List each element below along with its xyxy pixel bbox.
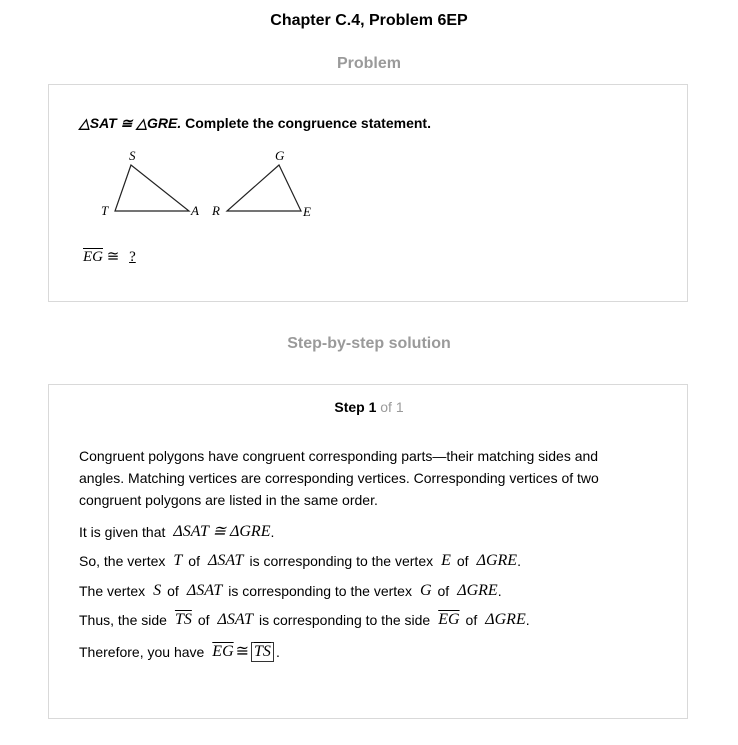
math: $\overline{EG}$ bbox=[212, 643, 234, 660]
solution-line-5 bbox=[79, 635, 639, 669]
text: is corresponding to the vertex bbox=[249, 553, 434, 570]
solution-line-2 bbox=[79, 547, 639, 577]
math: ΔSAT bbox=[207, 552, 244, 570]
text: The vertex bbox=[79, 582, 146, 599]
answer-symbol: ≅ bbox=[106, 249, 120, 265]
label-a: A bbox=[191, 203, 199, 218]
step-label: Step 1 bbox=[334, 399, 377, 415]
page-title: Chapter C.4, Problem 6EP bbox=[270, 12, 468, 29]
label-e: E bbox=[303, 204, 311, 219]
answer-line bbox=[83, 247, 142, 266]
period: . bbox=[517, 553, 521, 570]
period: . bbox=[497, 582, 502, 599]
math: ΔGRE bbox=[476, 552, 518, 570]
answer-blank: ? bbox=[129, 249, 136, 265]
solution-line-4 bbox=[79, 606, 639, 636]
text: of bbox=[188, 553, 200, 570]
math: ΔGRE bbox=[485, 611, 526, 629]
triangle-gre bbox=[227, 165, 301, 211]
problem-statement bbox=[79, 115, 431, 132]
text: of bbox=[197, 612, 210, 629]
statement-math: △SAT ≅ △GRE. bbox=[79, 115, 182, 131]
text: of bbox=[167, 582, 179, 599]
math-symbol: ≅ bbox=[235, 643, 250, 660]
step-header bbox=[49, 399, 689, 415]
math: E bbox=[441, 552, 451, 570]
text: is corresponding to the vertex bbox=[228, 582, 412, 599]
problem-panel bbox=[48, 84, 688, 302]
solution-panel bbox=[48, 384, 688, 719]
math: ΔGRE bbox=[457, 581, 498, 599]
intro-paragraph: Congruent polygons have congruent corresponding parts—their matching sides and angles. Matching vertices are corresponding vertices. Corresponding vertices of two congruent polygons are listed in the same order. bbox=[79, 448, 599, 508]
solution-line-1 bbox=[79, 517, 639, 547]
text: of bbox=[437, 582, 450, 599]
math: ΔSAT bbox=[186, 581, 223, 599]
solution-heading: Step-by-step solution bbox=[287, 335, 451, 352]
label-s: S bbox=[129, 148, 136, 163]
label-r: R bbox=[212, 203, 220, 218]
text: It is given that bbox=[79, 523, 166, 540]
solution-line-3 bbox=[79, 576, 639, 606]
text: Therefore, you have bbox=[79, 644, 205, 660]
triangle-sat bbox=[115, 165, 189, 211]
math: $\overline{TS}$ bbox=[174, 611, 192, 629]
label-t: T bbox=[101, 203, 109, 218]
math: G bbox=[419, 581, 432, 599]
period: . bbox=[270, 523, 275, 540]
step-body bbox=[79, 445, 639, 669]
text: So, the vertex bbox=[79, 553, 166, 570]
math: $\overline{EG}$ bbox=[438, 611, 460, 629]
period: . bbox=[275, 644, 280, 660]
step-count: of 1 bbox=[380, 399, 404, 415]
text: Thus, the side bbox=[79, 612, 167, 629]
statement-text: Complete the congruence statement. bbox=[185, 115, 431, 131]
triangles-figure bbox=[79, 147, 339, 237]
text: is corresponding to the side bbox=[259, 612, 431, 629]
label-g: G bbox=[275, 148, 285, 163]
math: T bbox=[173, 552, 183, 570]
text: of bbox=[456, 553, 469, 570]
text: of bbox=[465, 612, 478, 629]
problem-heading: Problem bbox=[336, 55, 401, 72]
math: S bbox=[153, 581, 162, 599]
math: ΔSAT ≅ ΔGRE bbox=[173, 522, 271, 540]
period: . bbox=[525, 612, 530, 629]
final-answer: $\overline{TS}$ bbox=[251, 642, 274, 662]
math: ΔSAT bbox=[217, 611, 253, 629]
answer-lhs: $\overline{EG}$ bbox=[83, 249, 103, 265]
